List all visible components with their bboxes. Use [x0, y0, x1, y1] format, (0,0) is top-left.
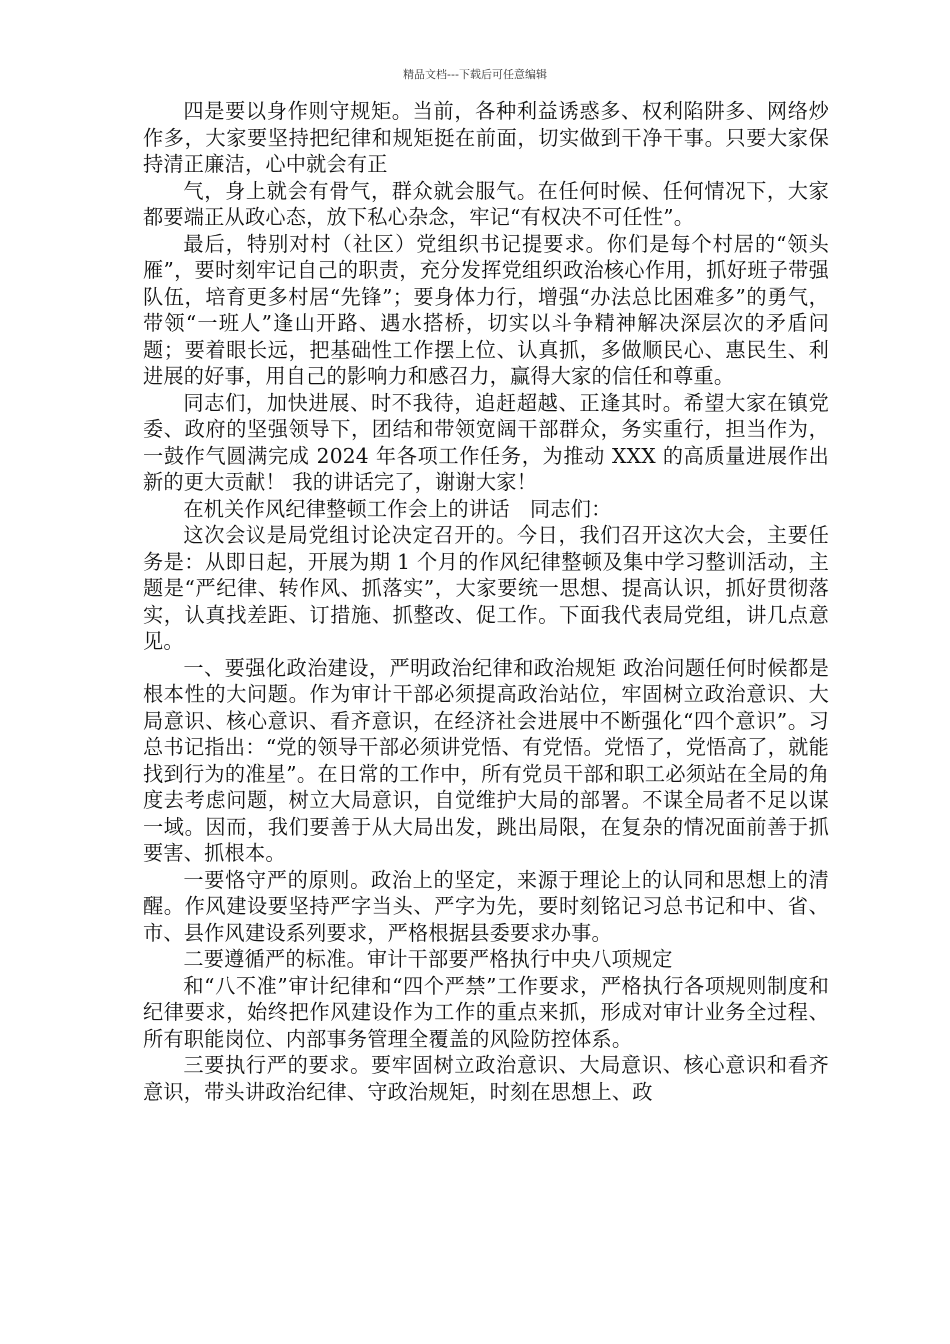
paragraph: 和“八不准”审计纪律和“四个严禁”工作要求，严格执行各项规则制度和纪律要求，始终把作风建设作为工作的重点来抓，形成对审计业务全过程、所有职能岗位、内部事务管理全覆盖的风险防控体系。 — [143, 973, 829, 1051]
section-title: 在机关作风纪律整顿工作会上的讲话 同志们： — [183, 496, 612, 521]
paragraph: 同志们，加快进展、时不我待，追赶超越、正逢其时。希望大家在镇党委、政府的坚强领导下，团结和带领宽阔干部群众，务实重行，担当作为，一鼓作气圆满完成 2024 年各项工作任务，为推动 XXX 的高质量进展作出新的更大贡献！ 我的讲话完了，谢谢大家！ — [143, 390, 829, 494]
paragraph: 气，身上就会有骨气，群众就会服气。在任何时候、任何情况下，大家都要端正从政心态，放下私心杂念，牢记“有权决不可任性”。 — [143, 178, 829, 229]
paragraph: 一、要强化政治建设，严明政治纪律和政治规矩 政治问题任何时候都是根本性的大问题。作为审计干部必须提高政治站位，牢固树立政治意识、大局意识、核心意识、看齐意识，在经济社会进展中不断强化“四个意识”。习总书记指出：“党的领导干部必须讲党悟、有党悟。党悟了，党悟高了，就能找到行为的准星”。在日常的工作中，所有党员干部和职工必须站在全局的角度去考虑问题，树立大局意识，自觉维护大局的部署。不谋全局者不足以谋一域。因而，我们要善于从大局出发，跳出局限，在复杂的情况面前善于抓要害、抓根本。 — [143, 655, 829, 865]
page-header: 精品文档---下载后可任意编辑 — [403, 68, 547, 81]
paragraph: 一要恪守严的原则。政治上的坚定，来源于理论上的认同和思想上的清醒。作风建设要坚持严字当头、严字为先，要时刻铭记习总书记和中、省、市、县作风建设系列要求，严格根据县委要求办事。 — [143, 867, 829, 945]
paragraph: 四是要以身作则守规矩。当前，各种利益诱惑多、权利陷阱多、网络炒作多，大家要坚持把纪律和规矩挺在前面，切实做到干净干事。只要大家保持清正廉洁，心中就会有正 — [143, 99, 829, 176]
paragraph: 三要执行严的要求。要牢固树立政治意识、大局意识、核心意识和看齐意识，带头讲政治纪律、守政治规矩，时刻在思想上、政 — [143, 1053, 829, 1104]
document-body — [143, 98, 829, 1105]
paragraph: 这次会议是局党组讨论决定召开的。今日，我们召开这次大会，主要任务是：从即日起，开展为期 1 个月的作风纪律整顿及集中学习整训活动，主题是“严纪律、转作风、抓落实”，大家要统一思想、提高认识，抓好贯彻落实，认真找差距、订措施、抓整改、促工作。下面我代表局党组，讲几点意见。 — [143, 523, 829, 653]
paragraph: 最后，特别对村（社区）党组织书记提要求。你们是每个村居的“领头雁”，要时刻牢记自己的职责，充分发挥党组织政治核心作用，抓好班子带强队伍，培育更多村居“先锋”；要身体力行，增强“办法总比困难多”的勇气，带领“一班人”逢山开路、遇水搭桥，切实以斗争精神解决深层次的矛盾问题；要着眼长远，把基础性工作摆上位、认真抓，多做顺民心、惠民生、利进展的好事，用自己的影响力和感召力，赢得大家的信任和尊重。 — [143, 231, 829, 388]
paragraph: 二要遵循严的标准。审计干部要严格执行中央八项规定 — [183, 947, 673, 971]
